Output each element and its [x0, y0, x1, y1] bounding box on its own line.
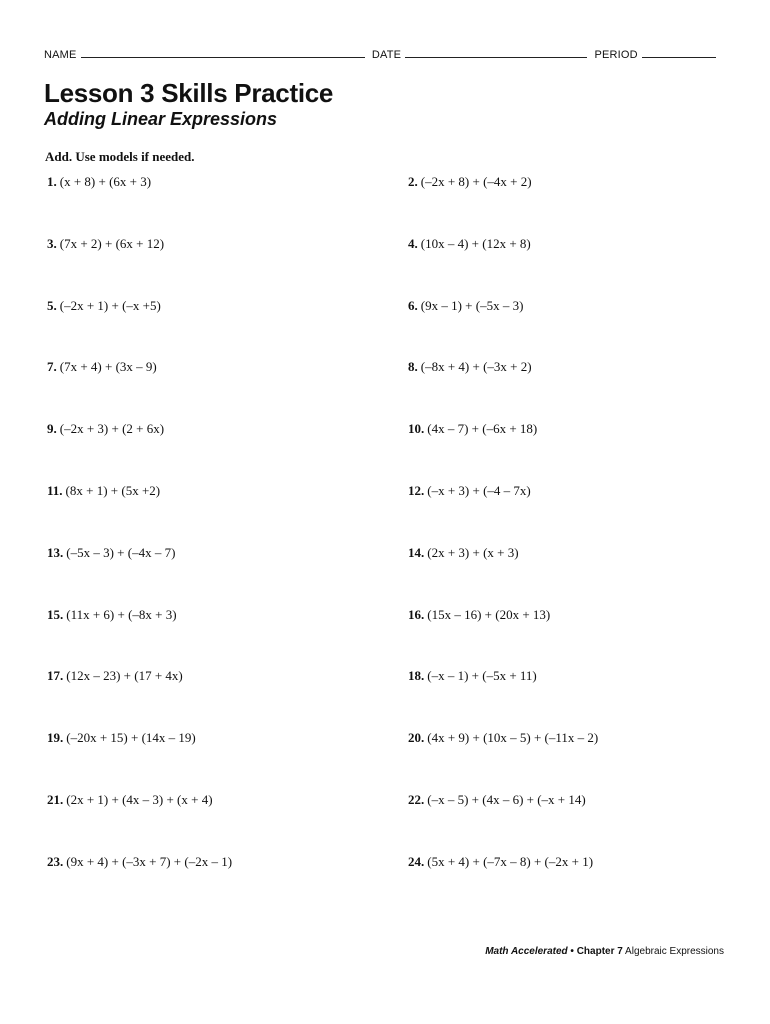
problem-expression: (2x + 1) + (4x – 3) + (x + 4)	[66, 792, 213, 807]
name-blank	[81, 47, 365, 58]
problem-item	[408, 730, 598, 746]
problem-expression: (–2x + 8) + (–4x + 2)	[420, 174, 532, 189]
problem-expression: (–2x + 1) + (–x +5)	[59, 298, 161, 313]
problem-number: 10.	[408, 421, 425, 436]
problem-expression: (–x + 3) + (–4 – 7x)	[427, 483, 531, 498]
problem-expression: (10x – 4) + (12x + 8)	[420, 236, 531, 251]
problem-item	[47, 359, 157, 375]
problem-number: 18.	[408, 668, 425, 683]
problem-number: 12.	[408, 483, 425, 498]
problem-expression: (9x – 1) + (–5x – 3)	[420, 298, 524, 313]
problem-item	[47, 854, 232, 870]
period-blank	[642, 47, 716, 58]
problem-number: 13.	[47, 545, 64, 560]
problem-number: 15.	[47, 607, 64, 622]
problem-number: 19.	[47, 730, 64, 745]
problem-item	[47, 298, 161, 314]
problem-item	[47, 545, 175, 561]
problem-number: 2.	[408, 174, 418, 189]
footer-topic: Algebraic Expressions	[622, 946, 724, 957]
problem-expression: (8x + 1) + (5x +2)	[65, 483, 161, 498]
problem-expression: (7x + 4) + (3x – 9)	[59, 359, 157, 374]
problem-item	[47, 792, 213, 808]
student-info-header	[44, 47, 734, 61]
problem-item	[47, 236, 164, 252]
problem-number: 16.	[408, 607, 425, 622]
problem-item	[47, 607, 177, 623]
page-subtitle: Adding Linear Expressions	[44, 109, 278, 129]
problem-expression: (15x – 16) + (20x + 13)	[427, 607, 551, 622]
problem-expression: (12x – 23) + (17 + 4x)	[66, 668, 183, 683]
problem-number: 1.	[47, 174, 57, 189]
problem-number: 4.	[408, 236, 418, 251]
problem-expression: (4x + 9) + (10x – 5) + (–11x – 2)	[427, 730, 599, 745]
problem-number: 8.	[408, 359, 418, 374]
problem-item	[408, 174, 532, 190]
problem-expression: (7x + 2) + (6x + 12)	[59, 236, 165, 251]
page-footer	[485, 946, 724, 957]
problem-expression: (–2x + 3) + (2 + 6x)	[59, 421, 165, 436]
problem-number: 20.	[408, 730, 425, 745]
footer-separator: •	[567, 946, 577, 957]
problem-number: 5.	[47, 298, 57, 313]
date-blank	[405, 47, 587, 58]
problem-number: 22.	[408, 792, 425, 807]
instructions: Add. Use models if needed.	[45, 149, 195, 164]
problem-item	[47, 668, 183, 684]
name-label: NAME	[44, 49, 77, 61]
problem-number: 17.	[47, 668, 64, 683]
problem-item	[408, 607, 550, 623]
problem-number: 23.	[47, 854, 64, 869]
problem-item	[408, 668, 537, 684]
problem-item	[408, 359, 532, 375]
problem-number: 9.	[47, 421, 57, 436]
problem-expression: (–x – 1) + (–5x + 11)	[427, 668, 537, 683]
problem-item	[47, 421, 164, 437]
problem-item	[408, 483, 531, 499]
problem-item	[47, 483, 160, 499]
footer-chapter: Chapter 7	[576, 946, 623, 957]
problem-expression: (2x + 3) + (x + 3)	[427, 545, 519, 560]
problem-number: 6.	[408, 298, 418, 313]
problem-expression: (9x + 4) + (–3x + 7) + (–2x – 1)	[66, 854, 233, 869]
problem-expression: (–20x + 15) + (14x – 19)	[66, 730, 196, 745]
problem-number: 3.	[47, 236, 57, 251]
problem-number: 14.	[408, 545, 425, 560]
problem-item	[408, 545, 519, 561]
problem-item	[408, 792, 586, 808]
problem-expression: (11x + 6) + (–8x + 3)	[66, 607, 177, 622]
date-label: DATE	[371, 49, 402, 61]
problem-number: 11.	[47, 483, 63, 498]
problem-expression: (–5x – 3) + (–4x – 7)	[66, 545, 176, 560]
problem-item	[408, 854, 593, 870]
problem-item	[47, 174, 151, 190]
problem-number: 21.	[47, 792, 64, 807]
problem-item	[408, 298, 523, 314]
problem-number: 24.	[408, 854, 425, 869]
problem-expression: (x + 8) + (6x + 3)	[59, 174, 152, 189]
problem-item	[408, 421, 537, 437]
problem-item	[47, 730, 196, 746]
period-label: PERIOD	[594, 49, 638, 61]
problem-item	[408, 236, 531, 252]
page-title: Lesson 3 Skills Practice	[44, 78, 334, 108]
footer-book-title: Math Accelerated	[485, 946, 568, 957]
problem-expression: (5x + 4) + (–7x – 8) + (–2x + 1)	[427, 854, 594, 869]
problem-expression: (–8x + 4) + (–3x + 2)	[420, 359, 532, 374]
problem-expression: (4x – 7) + (–6x + 18)	[427, 421, 538, 436]
problem-number: 7.	[47, 359, 57, 374]
problem-expression: (–x – 5) + (4x – 6) + (–x + 14)	[427, 792, 586, 807]
